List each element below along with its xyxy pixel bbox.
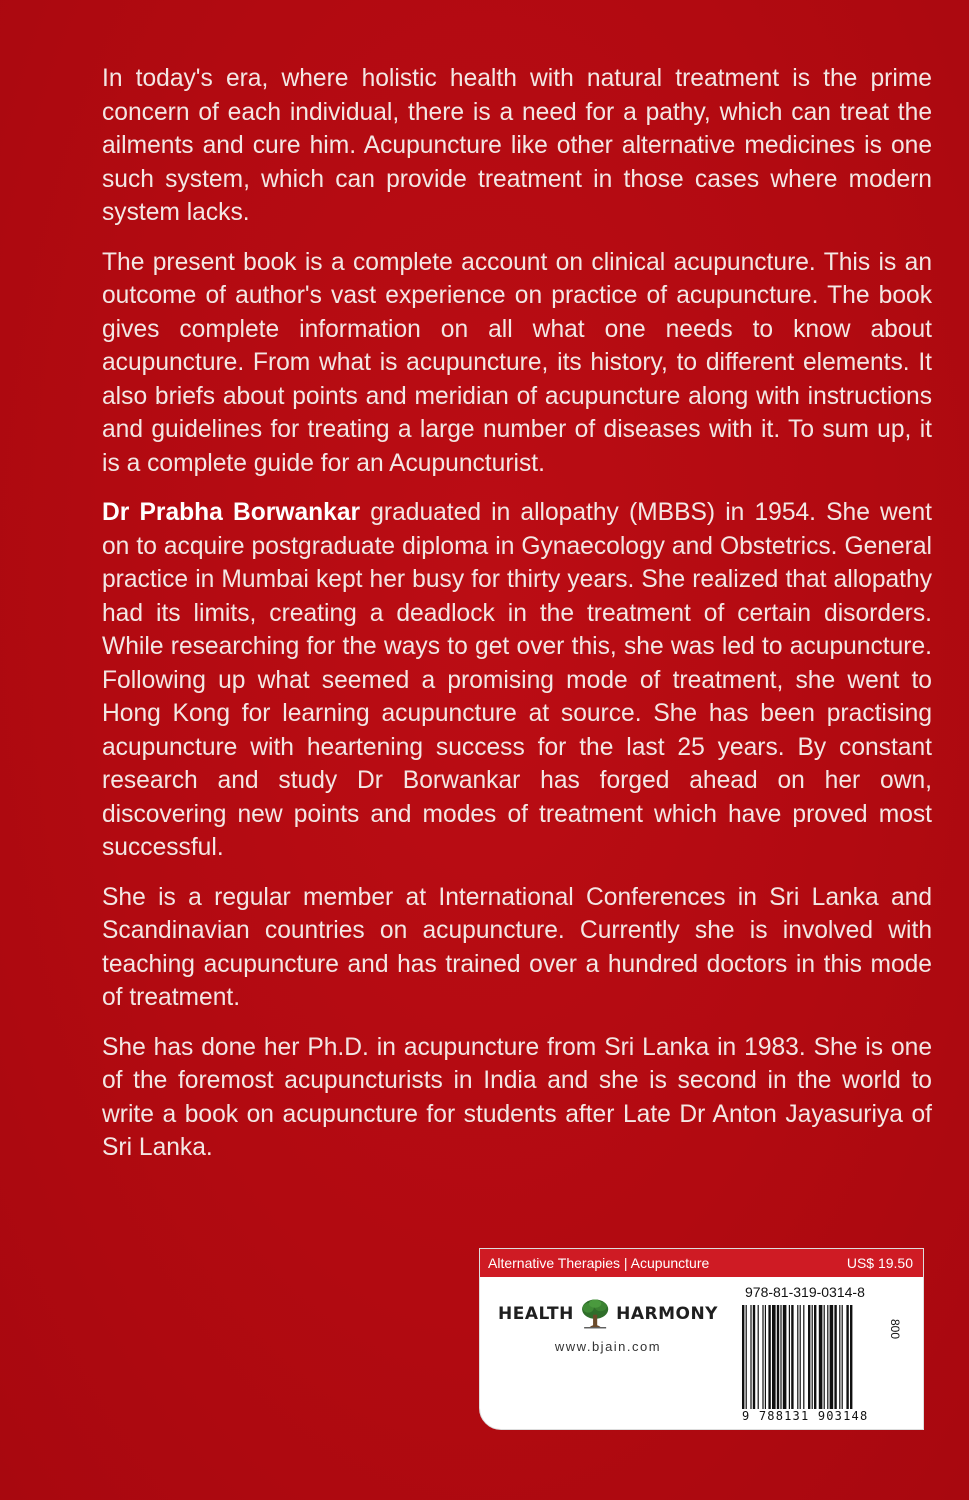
barcode-bar — [758, 1305, 759, 1409]
category-label: Alternative Therapies | Acupuncture — [488, 1255, 710, 1271]
barcode-bar — [762, 1305, 763, 1409]
barcode-bar — [750, 1305, 751, 1409]
barcode-bar — [850, 1305, 852, 1409]
barcode-bar — [783, 1305, 787, 1409]
isbn-number: 978-81-319-0314-8 — [745, 1284, 865, 1300]
barcode-bar — [819, 1305, 823, 1409]
sticker-header — [480, 1249, 923, 1277]
description-paragraph-1: In today's era, where holistic health with natural treatment is the prime concern of each individual, there is a need for a pathy, which can treat the ailments and cure him. Acupuncture like other alternative medicines is one such system, which can provide treatment in those cases where modern system lacks. — [102, 65, 932, 226]
author-bio-paragraph-2: She is a regular member at International Conferences in Sri Lanka and Scandinavian countries on acupuncture. Currently she is involved with teaching acupuncture and has trained over a hundred doctors in this mode of treatment. — [102, 883, 932, 1011]
barcode-bar — [768, 1305, 770, 1409]
barcode-bar — [830, 1305, 834, 1409]
barcode-bar — [812, 1305, 813, 1409]
barcode-digits: 9 788131 903148 — [742, 1409, 869, 1423]
addon-code: 800 — [888, 1319, 902, 1340]
description-paragraph-2: The present book is a complete account on clinical acupuncture. This is an outcome of author's vast experience on practice of acupuncture. The book gives complete information on all what one needs to know about acupuncture. From what is acupuncture, its history, to different elements. It also briefs about points and meridian of acupuncture along with instructions and guidelines for treating a large number of diseases with it. To sum up, it is a complete guide for an Acupuncturist. — [102, 248, 932, 477]
isbn-barcode — [742, 1305, 892, 1409]
barcode-bar — [777, 1305, 779, 1409]
publisher-website: www.bjain.com — [554, 1339, 662, 1354]
barcode-bar — [808, 1305, 810, 1409]
price-barcode-sticker — [479, 1248, 924, 1430]
barcode-bar — [846, 1305, 848, 1409]
barcode-bar — [814, 1305, 816, 1409]
tree-icon — [580, 1291, 610, 1337]
barcode-bar — [827, 1305, 828, 1409]
publisher-word-right: HARMONY — [616, 1304, 718, 1324]
barcode-bar — [824, 1305, 825, 1409]
publisher-word-left: HEALTH — [498, 1304, 574, 1324]
author-bio-text: graduated in allopathy (MBBS) in 1954. She went on to acquire postgraduate diploma in Gynaecology and Obstetrics. General practice in Mumbai kept her busy for thirty years. She realized that allopathy had its limits, creating a deadlock in the treatment of certain disorders. While researching for the ways to get over this, she was led to acupuncture. Following up what seemed a promising mode of treatment, she went to Hong Kong for learning acupuncture at source. She has been practising acupuncture with heartening success for the last 25 years. By constant research and study Dr Borwankar has forged ahead on her own, discovering new points and modes of treatment which have proved most successful. — [102, 499, 932, 861]
back-cover-text — [102, 62, 932, 1165]
barcode-bar — [791, 1305, 793, 1409]
barcode-bar — [797, 1305, 798, 1409]
price-label: US$ 19.50 — [846, 1255, 913, 1271]
barcode-bar — [803, 1305, 804, 1409]
barcode-bar — [753, 1305, 755, 1409]
publisher-logo — [498, 1291, 718, 1354]
barcode-bar — [789, 1305, 790, 1409]
author-bio-paragraph — [102, 496, 932, 865]
barcode-bar — [746, 1305, 747, 1409]
barcode-bar — [742, 1305, 744, 1409]
barcode-bar — [800, 1305, 801, 1409]
barcode-bar — [834, 1305, 836, 1409]
barcode-bar — [839, 1305, 840, 1409]
author-bio-paragraph-3: She has done her Ph.D. in acupuncture from Sri Lanka in 1983. She is one of the foremost acupuncturists in India and she is second in the world to write a book on acupuncture for students after Late Dr Anton Jayasuriya of Sri Lanka. — [102, 1033, 932, 1161]
barcode-bar — [842, 1305, 843, 1409]
barcode-bar — [765, 1305, 766, 1409]
barcode-bar — [772, 1305, 776, 1409]
author-name: Dr Prabha Borwankar — [102, 499, 361, 526]
barcode-bar — [780, 1305, 781, 1409]
